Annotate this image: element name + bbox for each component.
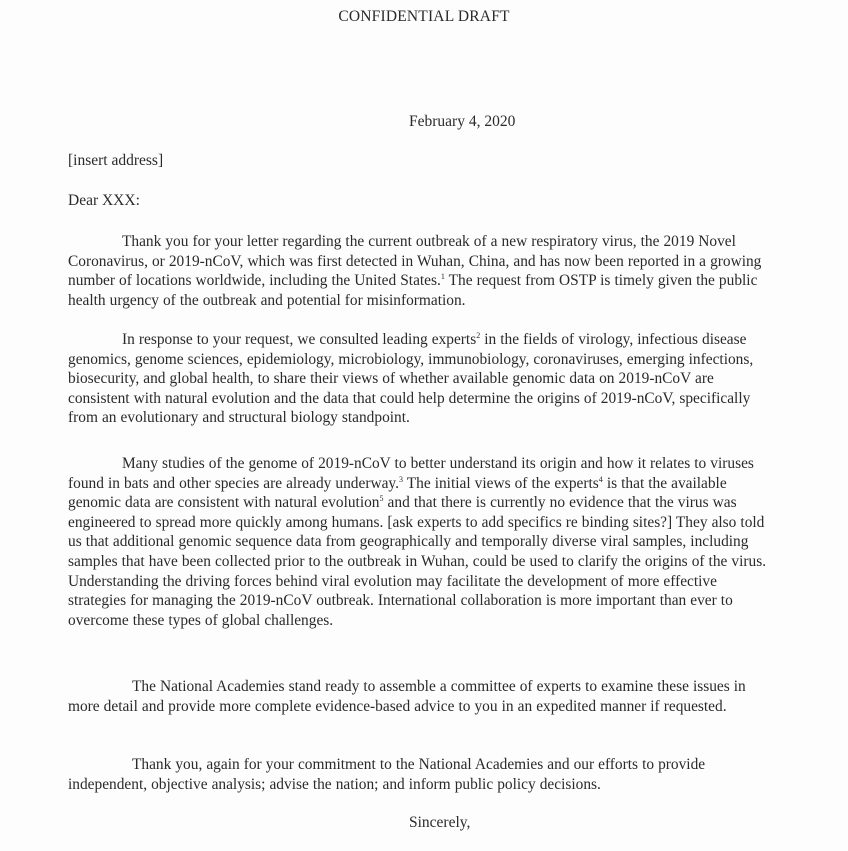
salutation: Dear XXX: bbox=[68, 192, 140, 209]
paragraph-text: The request from OSTP is timely given the public health urgency of the outbreak and potential for misinformation. bbox=[68, 272, 758, 309]
footnote-marker: 4 bbox=[598, 474, 603, 484]
paragraph-2 bbox=[68, 330, 774, 428]
footnote-marker: 1 bbox=[440, 272, 445, 282]
letter-date: February 4, 2020 bbox=[409, 113, 516, 130]
paragraph-text: Many studies of the genome of 2019-nCoV to better understand its origin and how it relates to viruses found in bats and other species are already underway. bbox=[68, 455, 754, 492]
paragraph-text: in the fields of virology, infectious disease genomics, genome sciences, epidemiology, microbiology, immunobiology, coronaviruses, emerging infections, biosecurity, and global health, to share their views of whether available genomic data on 2019-nCoV are consistent with natural evolution and the data that could help determine the origins of 2019-nCoV, specifically from an evolutionary and structural biology standpoint. bbox=[68, 331, 754, 427]
paragraph-text: and that there is currently no evidence that the virus was engineered to spread more quickly among humans. [ask experts to add specifics re binding sites?] They also told us that additional genomic sequence data from geographically and temporally diverse viral samples, including samples that have been collected prior to the outbreak in Wuhan, could be used to clarify the origins of the virus. Understanding the driving forces behind viral evolution may facilitate the development of more effective strategies for managing the 2019-nCoV outbreak. International collaboration is more important than ever to overcome these types of global challenges. bbox=[68, 494, 767, 629]
closing: Sincerely, bbox=[409, 814, 471, 831]
paragraph-5 bbox=[68, 755, 774, 794]
paragraph-text: is that the available genomic data are consistent with natural evolution bbox=[68, 474, 727, 512]
document-header: CONFIDENTIAL DRAFT bbox=[338, 8, 510, 25]
footnote-marker: 3 bbox=[398, 474, 403, 484]
paragraph-text: Thank you for your letter regarding the current outbreak of a new respiratory virus, the 2019 Novel Coronavirus, or 2019-nCoV, which was first detected in Wuhan, China, and has now been reported in a growing number of locations worldwide, including the United States. bbox=[68, 233, 762, 290]
footnote-marker: 2 bbox=[476, 330, 481, 340]
paragraph-3 bbox=[68, 454, 774, 630]
recipient-address: [insert address] bbox=[68, 152, 164, 169]
paragraph-text: The initial views of the experts bbox=[402, 474, 599, 492]
paragraph-1 bbox=[68, 232, 774, 310]
paragraph-text: In response to your request, we consulted leading experts bbox=[122, 331, 477, 348]
paragraph-4 bbox=[68, 677, 774, 716]
footnote-marker: 5 bbox=[379, 494, 384, 504]
paragraph-text: The National Academies stand ready to assemble a committee of experts to examine these issues in more detail and provide more complete evidence-based advice to you in an expedited manner if requested. bbox=[68, 678, 746, 715]
paragraph-text: Thank you, again for your commitment to the National Academies and our efforts to provide independent, objective analysis; advise the nation; and inform public policy decisions. bbox=[68, 756, 706, 793]
